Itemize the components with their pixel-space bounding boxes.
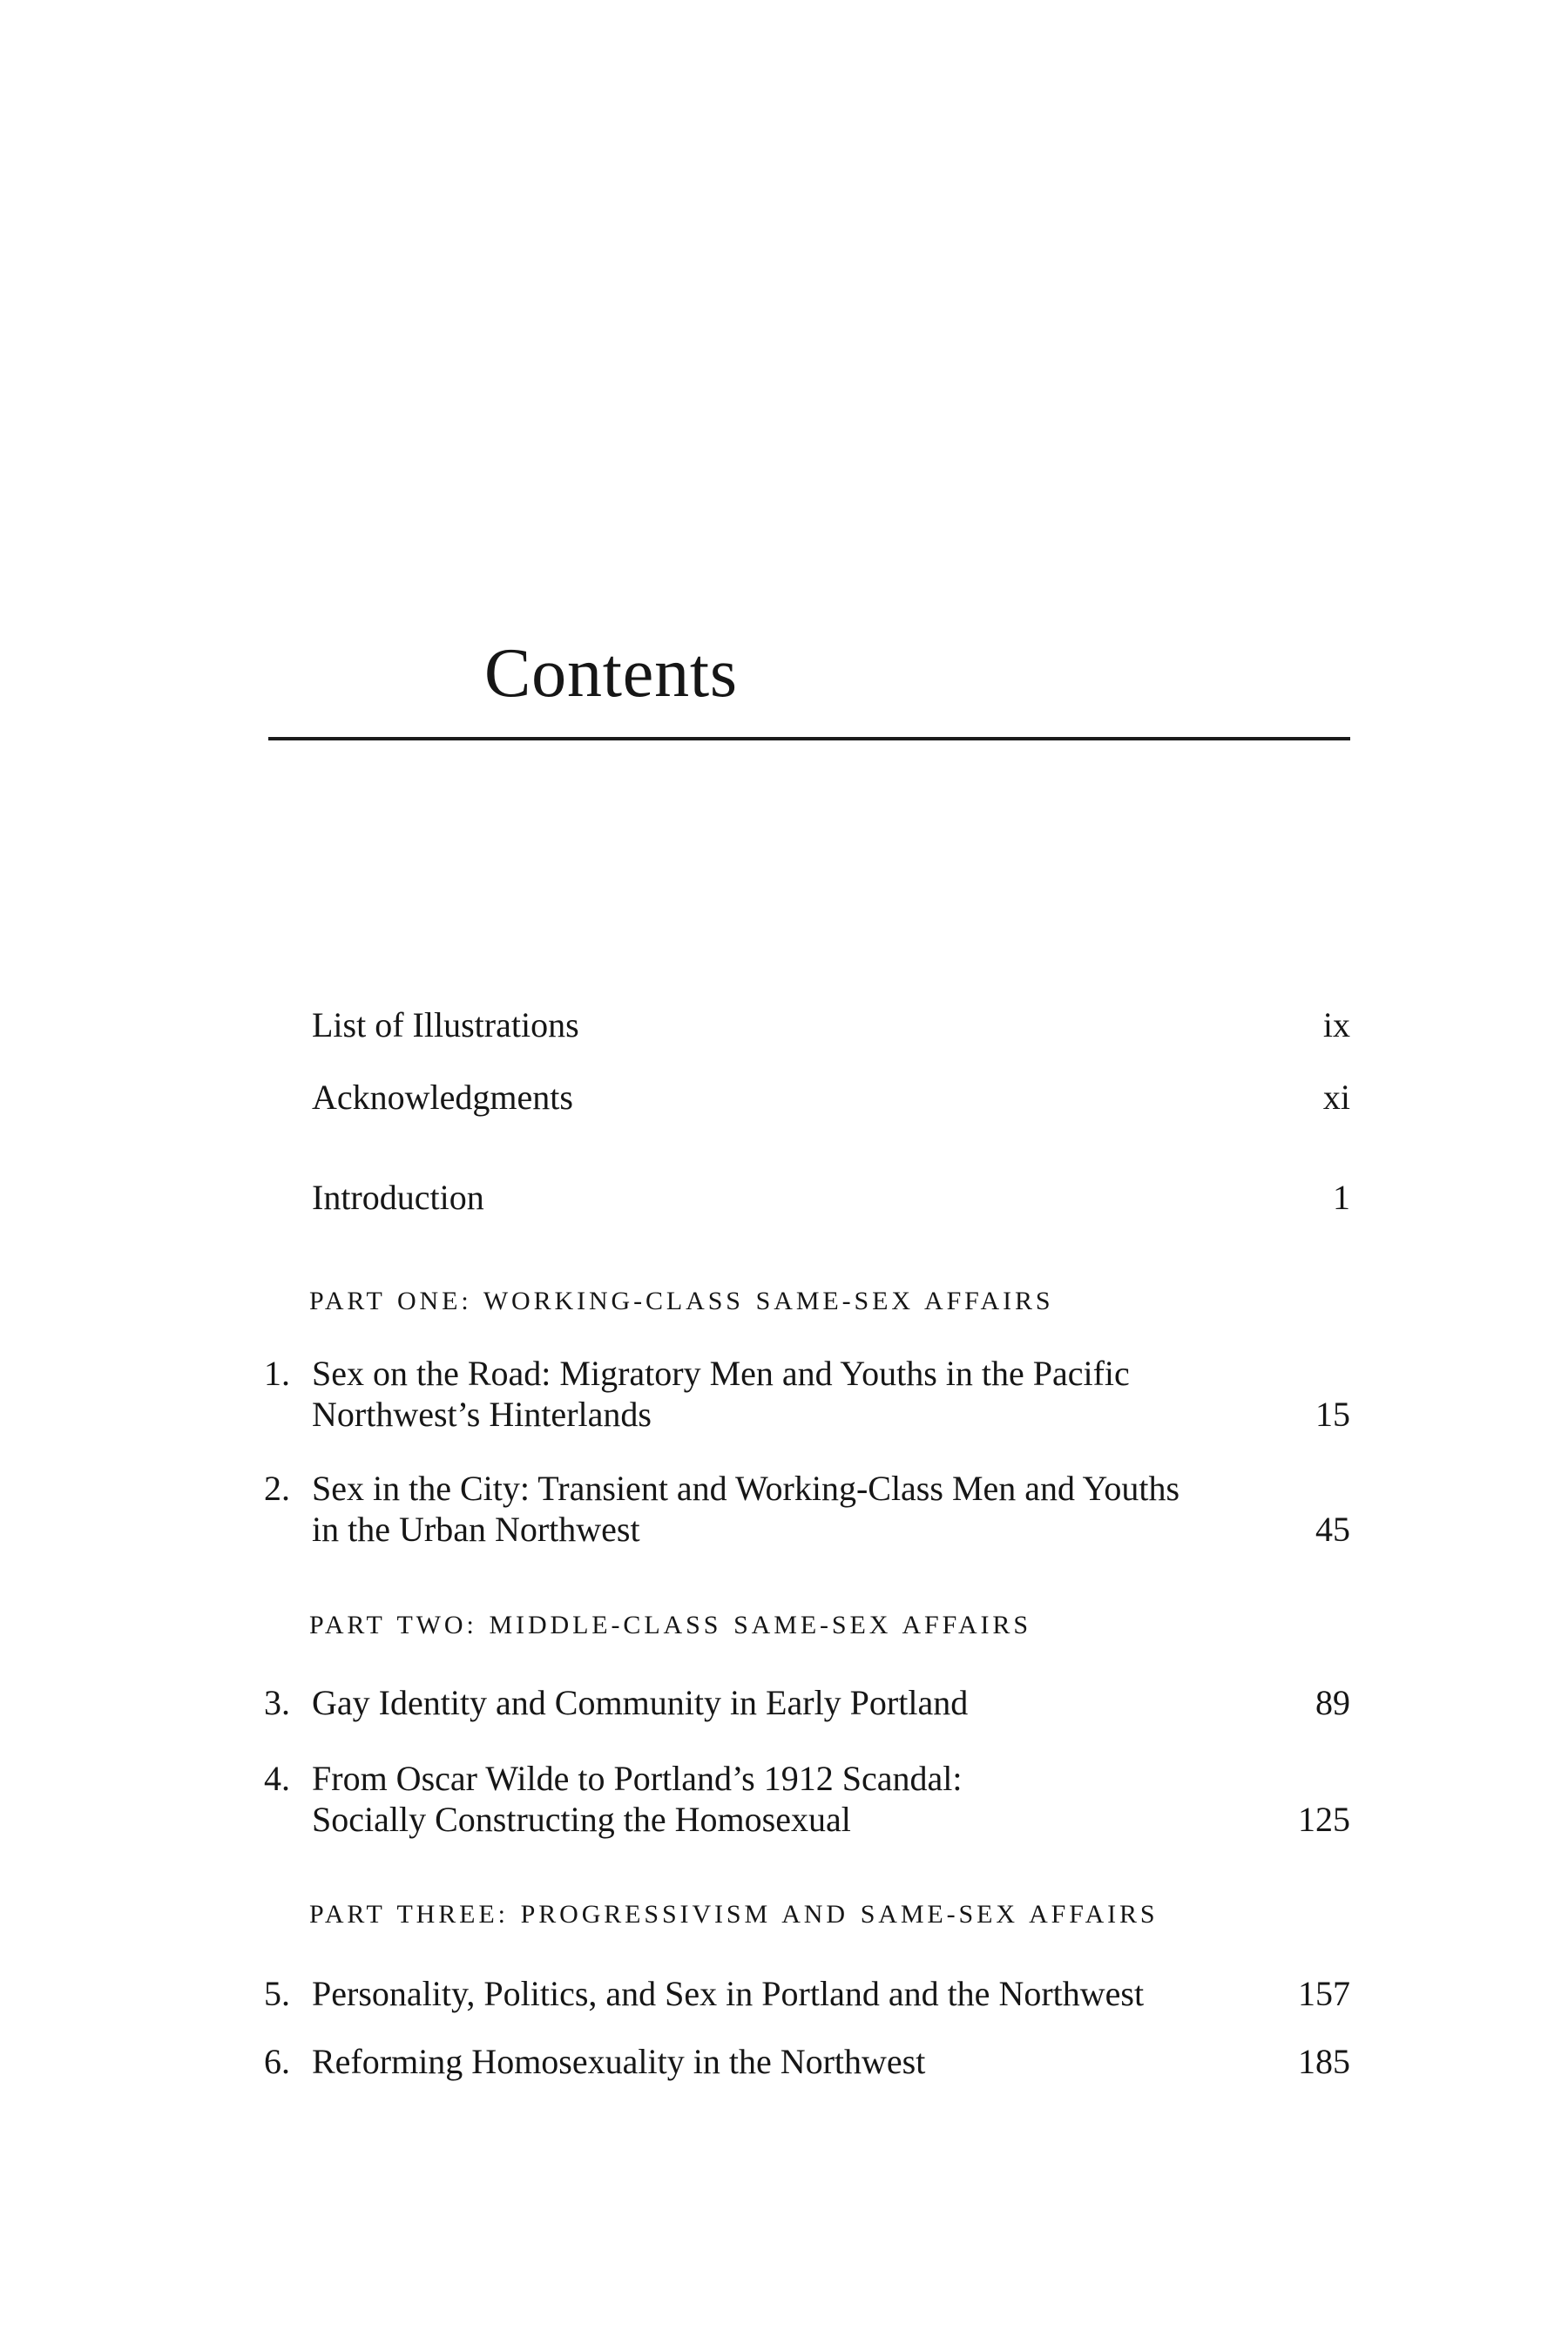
toc-row-chapter-2 <box>264 1468 1350 1550</box>
toc-row-chapter-5 <box>264 1973 1350 2014</box>
chapter-title <box>312 1973 1350 2014</box>
toc-row-chapter-6 <box>264 2041 1350 2082</box>
page-number: 185 <box>1298 2042 1350 2081</box>
toc-row-introduction <box>264 1177 1350 1218</box>
page-title: Contents <box>484 635 738 712</box>
chapter-title-line: Socially Constructing the Homosexual <box>312 1800 851 1839</box>
part-two-heading: PART TWO: MIDDLE-CLASS SAME-SEX AFFAIRS <box>309 1611 1031 1639</box>
toc-row-acknowledgments <box>264 1077 1350 1118</box>
toc-row-chapter-1 <box>264 1353 1350 1435</box>
chapter-title <box>312 1468 1350 1550</box>
front-matter-label: List of Illustrations <box>312 1005 579 1044</box>
front-matter-label: Introduction <box>312 1178 484 1217</box>
chapter-number: 2. <box>264 1469 290 1508</box>
chapter-title <box>312 2041 1350 2082</box>
part-three-heading: PART THREE: PROGRESSIVISM AND SAME-SEX AFFAIRS <box>309 1900 1159 1929</box>
chapter-number: 4. <box>264 1759 290 1798</box>
front-matter-label: Acknowledgments <box>312 1078 573 1117</box>
toc-row-list-of-illustrations <box>264 1004 1350 1045</box>
page-number: 125 <box>1298 1800 1350 1839</box>
page-number: 1 <box>1333 1178 1350 1217</box>
page-number: 45 <box>1315 1510 1350 1549</box>
chapter-number: 3. <box>264 1683 290 1722</box>
chapter-title <box>312 1353 1350 1435</box>
page-number: 157 <box>1298 1974 1350 2013</box>
chapter-number: 5. <box>264 1974 290 2013</box>
part-one-heading: PART ONE: WORKING-CLASS SAME-SEX AFFAIRS <box>309 1287 1054 1315</box>
chapter-title <box>312 1682 1350 1723</box>
page-number: xi <box>1322 1078 1350 1117</box>
chapter-title-line: Personality, Politics, and Sex in Portland and the Northwest <box>312 1974 1145 2013</box>
chapter-title-line: Sex in the City: Transient and Working-Class Men and Youths <box>312 1469 1180 1508</box>
page-number: 89 <box>1315 1683 1350 1722</box>
chapter-title-line: Northwest’s Hinterlands <box>312 1395 652 1434</box>
page-number: 15 <box>1315 1395 1350 1434</box>
chapter-number: 6. <box>264 2042 290 2081</box>
chapter-title-line: Sex on the Road: Migratory Men and Youths in the Pacific <box>312 1354 1130 1393</box>
title-rule <box>268 737 1350 740</box>
chapter-title <box>312 1758 1350 1840</box>
chapter-title-line: From Oscar Wilde to Portland’s 1912 Scandal: <box>312 1759 963 1798</box>
page-number: ix <box>1322 1005 1350 1044</box>
toc-row-chapter-4 <box>264 1758 1350 1840</box>
toc-row-chapter-3 <box>264 1682 1350 1723</box>
chapter-number: 1. <box>264 1354 290 1393</box>
chapter-title-line: in the Urban Northwest <box>312 1510 640 1549</box>
chapter-title-line: Reforming Homosexuality in the Northwest <box>312 2042 926 2081</box>
chapter-title-line: Gay Identity and Community in Early Portland <box>312 1683 969 1722</box>
